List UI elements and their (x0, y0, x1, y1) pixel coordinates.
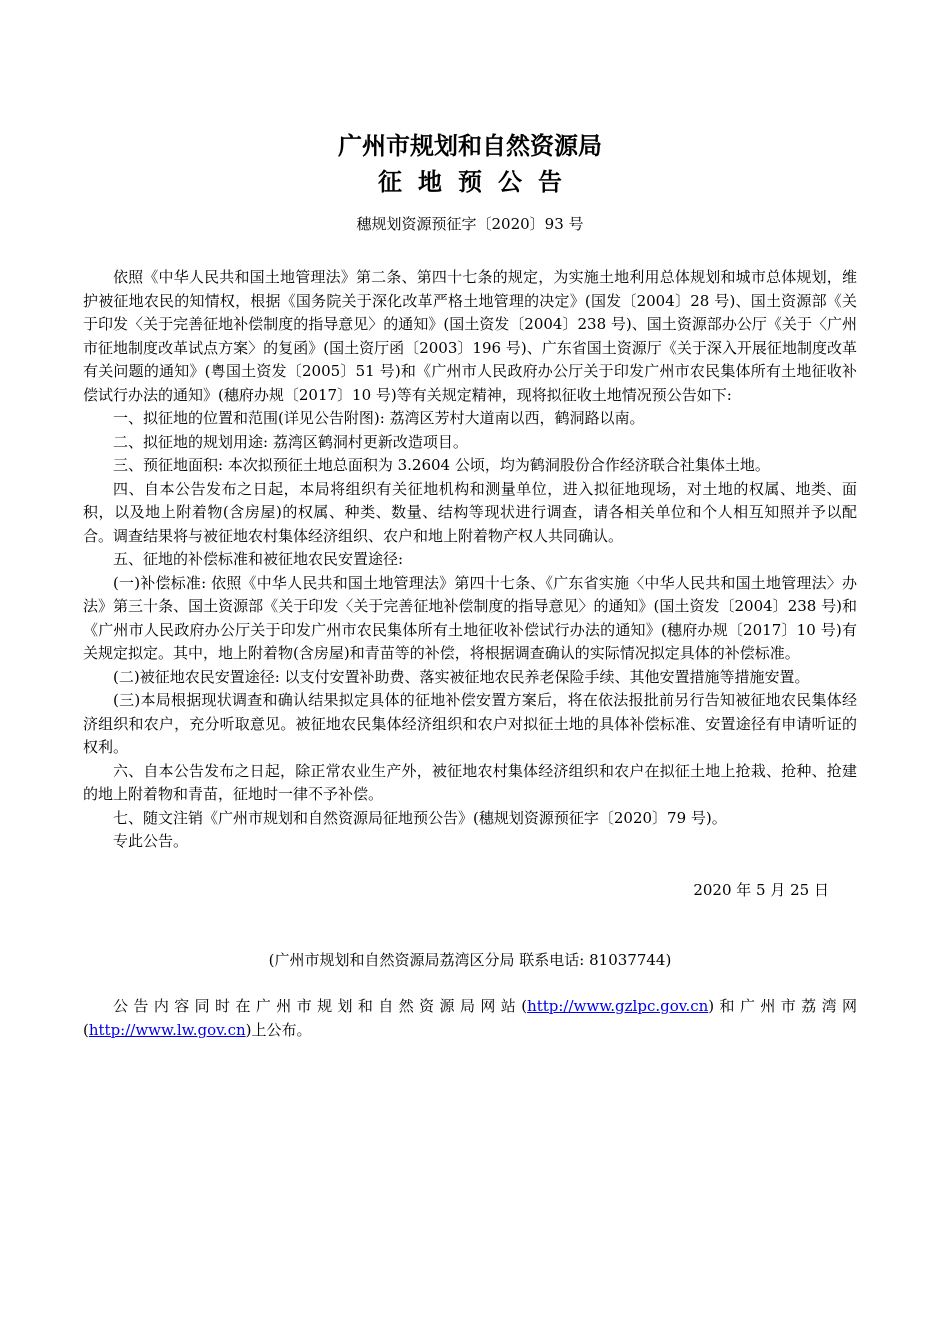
notice-middle: )和广州市荔湾网( (83, 996, 858, 1039)
paragraph-compensation-heading: 五、征地的补偿标准和被征地农民安置途径: (113, 550, 404, 568)
publication-notice (83, 994, 857, 1042)
paragraph-hearing-rights: (三)本局根据现状调查和确认结果拟定具体的征地补偿安置方案后，将在依法报批前另行告知被征地农民集体经济组织和农户，充分听取意见。被征地农民集体经济组织和农户对拟征土地的具体补偿标准、安置途径有申请听证的权利。 (83, 691, 857, 756)
announcement-body (83, 266, 857, 854)
notice-title: 征地预公告 (378, 167, 578, 196)
lw-website-link[interactable]: http://www.lw.gov.cn (88, 1020, 246, 1039)
issue-date: 2020 年 5 月 25 日 (693, 880, 829, 899)
paragraph-purpose: 二、拟征地的规划用途: 荔湾区鹤洞村更新改造项目。 (113, 432, 468, 451)
announcement-document (83, 128, 857, 1042)
document-number: 穗规划资源预征字〔2020〕93 号 (356, 215, 584, 233)
notice-prefix: 公告内容同时在广州市规划和自然资源局网站( (113, 996, 528, 1015)
paragraph-resettlement: (二)被征地农民安置途径: 以支付安置补助费、落实被征地农民养老保险手续、其他安置措施等措施安置。 (113, 667, 810, 686)
paragraph-closing: 专此公告。 (113, 832, 189, 850)
paragraph-location: 一、拟征地的位置和范围(详见公告附图): 荔湾区芳村大道南以西，鹤洞路以南。 (113, 409, 645, 427)
paragraph-area: 三、预征地面积: 本次拟预征土地总面积为 3.2604 公顷，均为鹤洞股份合作经济联合社集体土地。 (113, 456, 770, 474)
contact-info: (广州市规划和自然资源局荔湾区分局 联系电话: 81037744) (268, 950, 672, 969)
gzlpc-website-link[interactable]: http://www.gzlpc.gov.cn (527, 996, 709, 1015)
paragraph-compensation-standard: (一)补偿标准: 依照《中华人民共和国土地管理法》第四十七条、《广东省实施〈中华人民共和国土地管理法〉办法》第三十条、国土资源部《关于印发〈关于完善征地补偿制度的指导意见〉的通知》(国土资发〔2004〕238 号)和《广州市人民政府办公厅关于印发广州市农民集体所有土地征收补偿试行办法的通知》(穗府办规〔2017〕10 号)有关规定拟定。其中，地上附着物(含房屋)和青苗等的补偿，将根据调查确认的实际情况拟定具体的补偿标准。 (83, 573, 857, 662)
paragraph-intro: 依照《中华人民共和国土地管理法》第二条、第四十七条的规定，为实施土地利用总体规划和城市总体规划，维护被征地农民的知情权，根据《国务院关于深化改革严格土地管理的决定》(国发〔2004〕28 号)、国土资源部《关于印发〈关于完善征地补偿制度的指导意见〉的通知》(国土资发〔2004〕238 号)、国土资源部办公厅《关于〈广州市征地制度改革试点方案〉的复函》(国土资厅函〔2003〕196 号)、广东省国土资源厅《关于深入开展征地制度改革有关问题的通知》(粤国土资发〔2005〕51 号)和《广州市人民政府办公厅关于印发广州市农民集体所有土地征收补偿试行办法的通知》(穗府办规〔2017〕10 号)等有关规定精神，现将拟征收土地情况预公告如下: (83, 268, 857, 404)
notice-suffix: )上公布。 (245, 1020, 312, 1039)
organization-title: 广州市规划和自然资源局 (338, 131, 602, 160)
paragraph-survey: 四、自本公告发布之日起，本局将组织有关征地机构和测量单位，进入拟征地现场，对土地的权属、地类、面积，以及地上附着物(含房屋)的权属、种类、数量、结构等现状进行调查，请各相关单位和个人相互知照并予以配合。调查结果将与被征地农村集体经济组织、农户和地上附着物产权人共同确认。 (83, 479, 857, 545)
paragraph-revocation: 七、随文注销《广州市规划和自然资源局征地预公告》(穗规划资源预征字〔2020〕79 号)。 (113, 808, 727, 827)
paragraph-no-compensation: 六、自本公告发布之日起，除正常农业生产外，被征地农村集体经济组织和农户在拟征土地上抢栽、抢种、抢建的地上附着物和青苗，征地时一律不予补偿。 (83, 761, 857, 803)
